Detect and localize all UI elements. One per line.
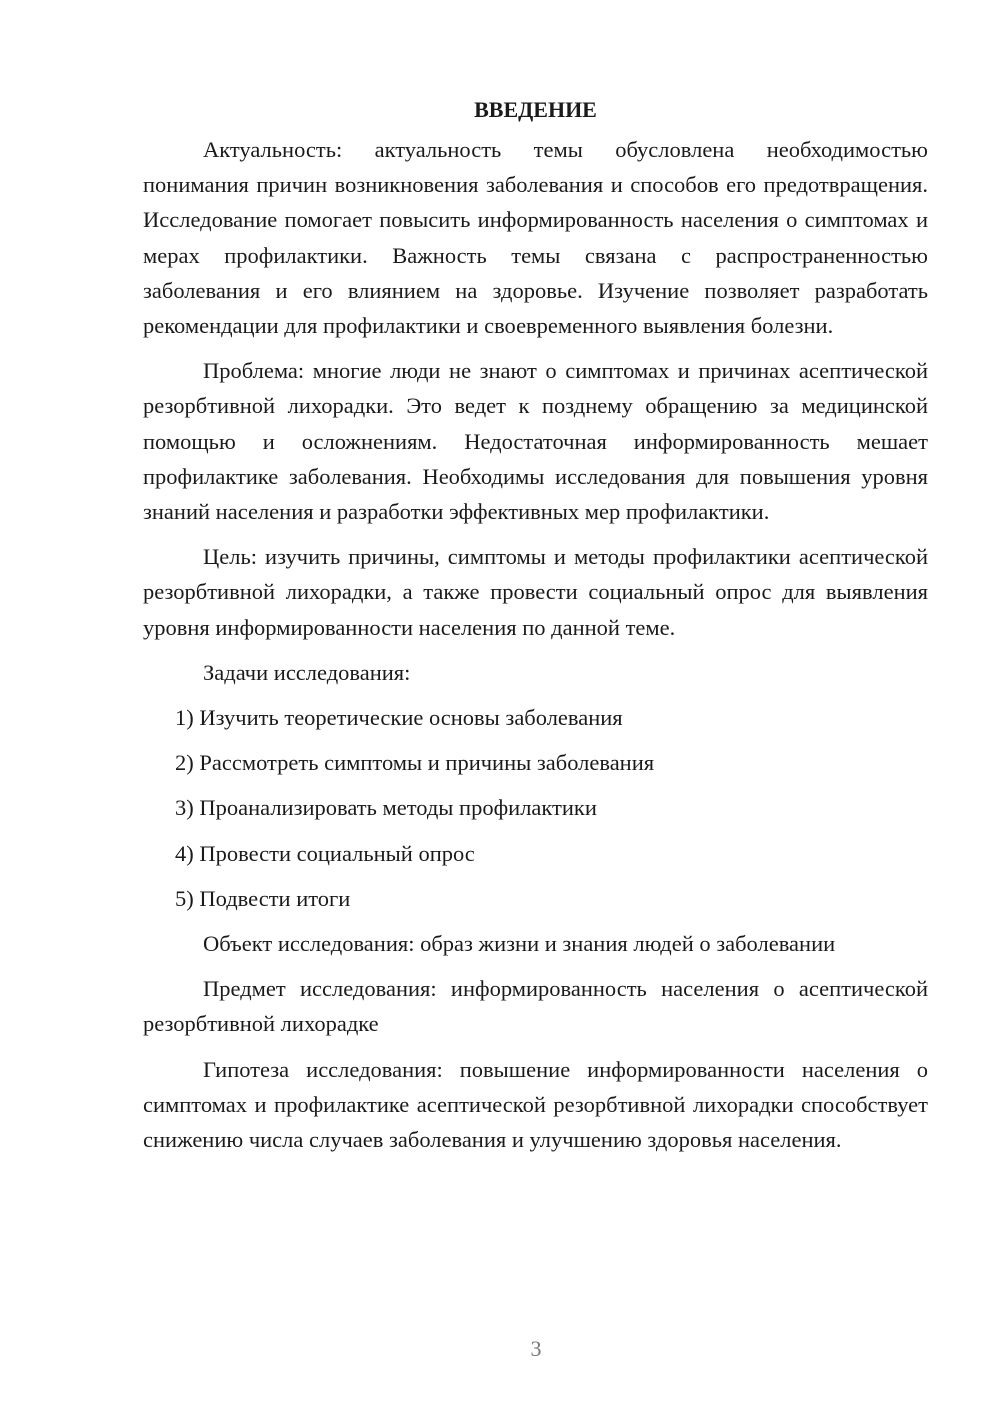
- task-item-4: 4) Провести социальный опрос: [175, 840, 475, 866]
- section-title: ВВЕДЕНИЕ: [474, 97, 597, 122]
- page-content: [143, 92, 928, 1167]
- subject-paragraph: Предмет исследования: информированность населения о асептической резорбтивной лихорадке: [143, 976, 928, 1037]
- task-item-1: 1) Изучить теоретические основы заболевания: [175, 705, 623, 731]
- page-number: 3: [530, 1336, 542, 1361]
- goal-paragraph: Цель: изучить причины, симптомы и методы профилактики асептической резорбтивной лихорадки, а также провести социальный опрос для выявления уровня информированности населения по данной теме.: [143, 544, 928, 640]
- relevance-paragraph: Актуальность: актуальность темы обусловлена необходимостью понимания причин возникновения заболевания и способов его предотвращения. Исследование помогает повысить информированность населения о симптомах и мерах профилактики. Важность темы связана с распространенностью заболевания и его влиянием на здоровье. Изучение позволяет разработать рекомендации для профилактики и своевременного выявления болезни.: [143, 137, 928, 339]
- task-item-3: 3) Проанализировать методы профилактики: [175, 795, 597, 821]
- tasks-heading: Задачи исследования:: [203, 659, 411, 685]
- object-paragraph: Объект исследования: образ жизни и знания людей о заболевании: [203, 931, 836, 957]
- hypothesis-paragraph: Гипотеза исследования: повышение информированности населения о симптомах и профилактике асептической резорбтивной лихорадки способствует снижению числа случаев заболевания и улучшению здоровья населения.: [143, 1056, 928, 1153]
- task-item-5: 5) Подвести итоги: [175, 885, 351, 911]
- problem-paragraph: Проблема: многие люди не знают о симптомах и причинах асептической резорбтивной лихорадки. Это ведет к позднему обращению за медицинской помощью и осложнениям. Недостаточная информированность мешает профилактике заболевания. Необходимы исследования для повышения уровня знаний населения и разработки эффективных мер профилактики.: [143, 358, 928, 525]
- task-item-2: 2) Рассмотреть симптомы и причины заболевания: [175, 750, 655, 776]
